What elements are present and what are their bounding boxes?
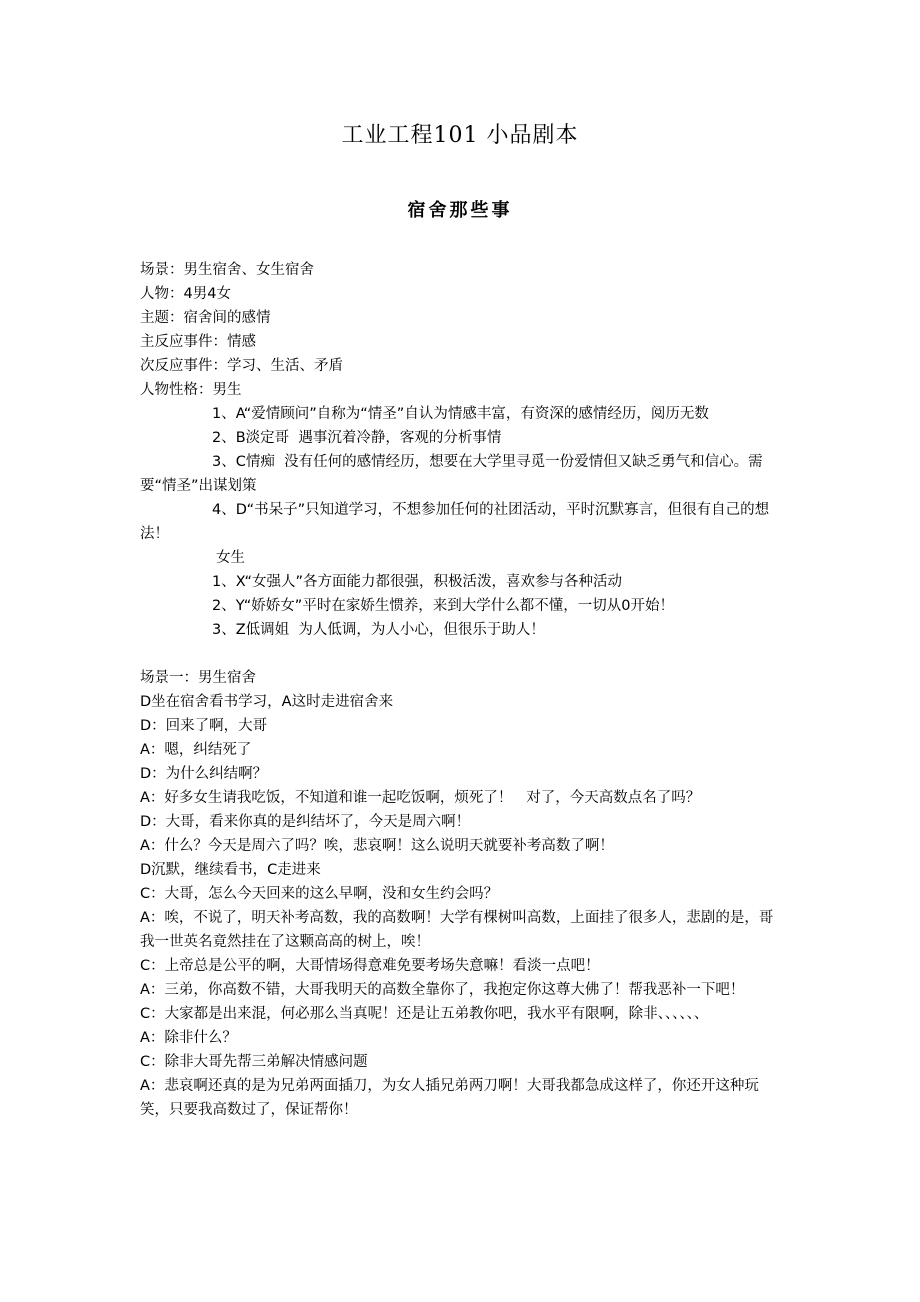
document-title: 工业工程101 小品剧本 — [341, 123, 579, 148]
dialogue-line: A：三弟，你高数不错，大哥我明天的高数全靠你了，我抱定你这尊大佛了！帮我恶补一下吧！ — [140, 982, 745, 998]
dialogue-line: A：嗯，纠结死了 — [140, 742, 252, 758]
male-role: 2、B淡定哥 遇事沉着冷静，客观的分析事情 — [212, 430, 502, 446]
dialogue-line: D坐在宿舍看书学习，A这时走进宿舍来 — [140, 694, 394, 710]
scene-one-heading: 场景一：男生宿舍 — [140, 670, 256, 686]
female-role: 3、Z低调姐 为人低调，为人小心，但很乐于助人！ — [212, 622, 545, 638]
dialogue-line: A：悲哀啊还真的是为兄弟两面插刀，为女人插兄弟两刀啊！大哥我都急成这样了，你还开这种玩笑，只要我高数过了，保证帮你！ — [140, 1078, 759, 1118]
male-role: 4、D“书呆子”只知道学习，不想参加任何的社团活动，平时沉默寡言，但很有自己的想法！ — [140, 502, 770, 542]
dialogue-line: A：好多女生请我吃饭，不知道和谁一起吃饭啊，烦死了！ 对了，今天高数点名了吗？ — [140, 790, 701, 806]
dialogue-line: D：大哥，看来你真的是纠结坏了，今天是周六啊！ — [140, 814, 471, 830]
section-gap — [140, 642, 785, 666]
male-role: 3、C情痴 没有任何的感情经历，想要在大学里寻觅一份爱情但又缺乏勇气和信心。需要“情圣”出谋划策 — [140, 454, 763, 494]
dialogue-line: A：除非什么？ — [140, 1030, 237, 1046]
dialogue-line: C：上帝总是公平的啊，大哥情场得意难免要考场失意嘛！看淡一点吧！ — [140, 958, 600, 974]
male-role: 1、A“爱情顾问”自称为“情圣”自认为情感丰富，有资深的感情经历，阅历无数 — [212, 406, 709, 422]
female-label: 女生 — [216, 550, 245, 566]
dialogue-line: C：大家都是出来混，何必那么当真呢！还是让五弟教你吧，我水平有限啊，除非、、、、、、 — [140, 1006, 709, 1022]
dialogue-line: D：回来了啊，大哥 — [140, 718, 268, 734]
script-body — [140, 258, 785, 1122]
setup-scene: 场景：男生宿舍、女生宿舍 — [140, 262, 314, 278]
dialogue-line: A：什么？今天是周六了吗？唉，悲哀啊！这么说明天就要补考高数了啊！ — [140, 838, 614, 854]
female-role: 2、Y“娇娇女”平时在家娇生惯养，来到大学什么都不懂，一切从0开始！ — [212, 598, 675, 614]
dialogue-line: C：除非大哥先帮三弟解决情感问题 — [140, 1054, 368, 1070]
dialogue-line: A：唉，不说了，明天补考高数，我的高数啊！大学有棵树叫高数，上面挂了很多人，悲剧的是，哥我一世英名竟然挂在了这颗高高的树上，唉！ — [140, 910, 774, 950]
setup-characters: 人物：4男4女 — [140, 286, 231, 302]
script-subtitle: 宿舍那些事 — [407, 200, 513, 221]
dialogue-line: C：大哥，怎么今天回来的这么早啊，没和女生约会吗？ — [140, 886, 499, 902]
dialogue-line: D：为什么纠结啊？ — [140, 766, 268, 782]
setup-main-event: 主反应事件：情感 — [140, 334, 256, 350]
dialogue-line: D沉默，继续看书，C走进来 — [140, 862, 321, 878]
setup-theme: 主题：宿舍间的感情 — [140, 310, 271, 326]
setup-secondary-event: 次反应事件：学习、生活、矛盾 — [140, 358, 343, 374]
setup-personality-male: 人物性格：男生 — [140, 382, 242, 398]
female-role: 1、X“女强人”各方面能力都很强，积极活泼，喜欢参与各种活动 — [212, 574, 623, 590]
